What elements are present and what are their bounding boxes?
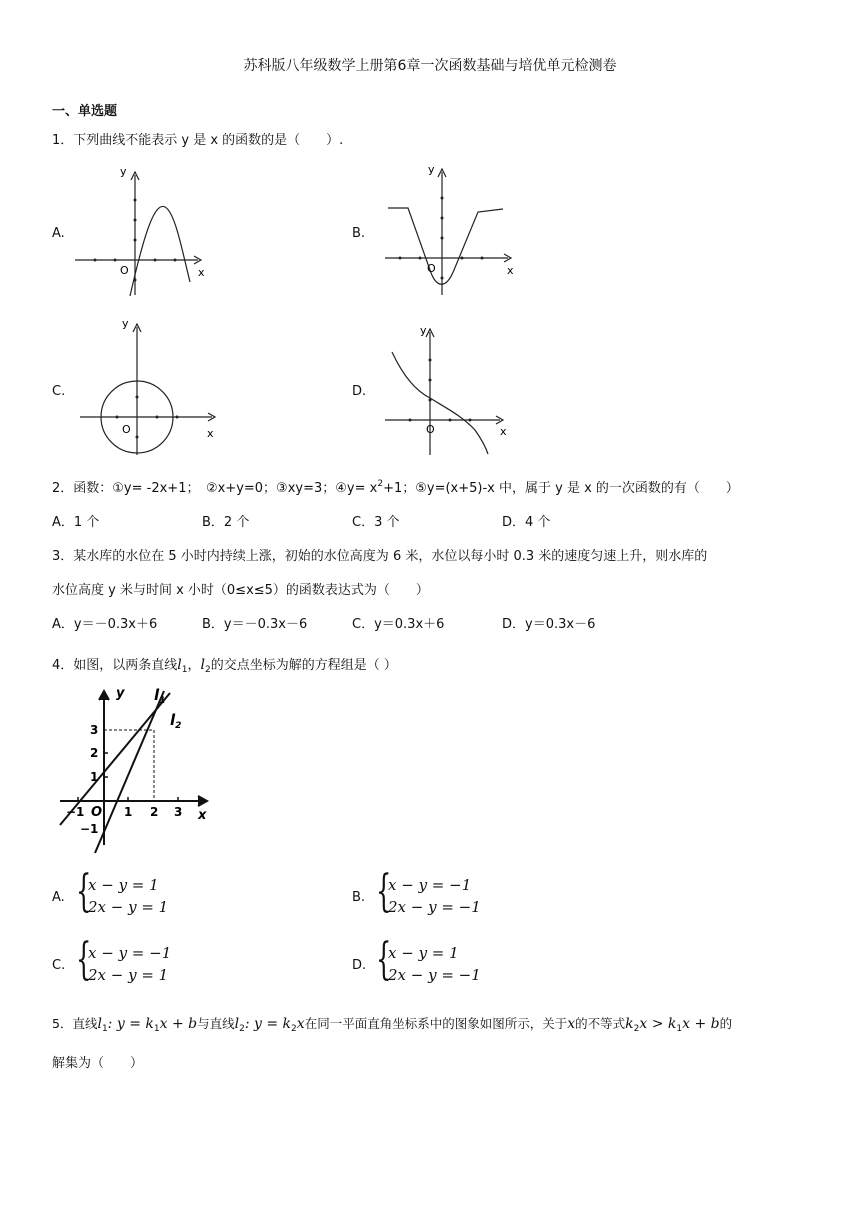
q5-eq2-a: : y = k (244, 1016, 292, 1032)
q4-graph (58, 685, 218, 855)
q2-stem-part-b: +1；⑤y=(x+5)-x 中，属于 y 是 x 的一次函数的有（ ） (383, 481, 739, 496)
q2-option-d: D．4 个 (502, 515, 551, 530)
q4-tick-x-minus1: −1 (66, 805, 85, 819)
q2-option-a: A．1 个 (52, 515, 100, 530)
q1-graph-c (75, 315, 225, 460)
q3-option-a: A．y＝－0.3x＋6 (52, 617, 158, 632)
q4-l2-subscript: 2 (205, 665, 211, 675)
q4-graph-l2-letter: l (170, 711, 176, 729)
q4-tick-y-3: 3 (90, 723, 99, 737)
q4-option-c-label: C. (52, 958, 66, 973)
q4-l2-symbol: l (200, 657, 205, 673)
q5-l2-symbol: l (234, 1016, 240, 1032)
q1b-x-label: x (507, 264, 514, 277)
q2-stem-superscript: 2 (377, 479, 384, 489)
section-heading: 一、单选题 (52, 104, 118, 119)
q1c-y-label: y (122, 317, 129, 330)
q4-graph-l1-label (154, 686, 165, 706)
q1-stem: 1．下列曲线不能表示 y 是 x 的函数的是（ ）. (52, 133, 344, 148)
q1-option-b-label: B. (352, 226, 366, 241)
q2-option-c: C．3 个 (352, 515, 400, 530)
q5-stem-line2: 解集为（ ） (52, 1056, 144, 1071)
q4-stem-part-b: 的交点坐标为解的方程组是（ ） (210, 658, 397, 673)
q1c-x-label: x (207, 427, 214, 440)
q5-l1-sub: 1 (101, 1024, 108, 1034)
q5-l1-symbol: l (97, 1016, 102, 1032)
q5-text-2: 与直线 (197, 1016, 235, 1031)
q1-graph-d (380, 320, 530, 460)
q4-option-c-eq2: 2x − y = 1 (88, 966, 169, 984)
q4-graph-l1-letter: l (154, 686, 160, 704)
q1-option-a-label: A. (52, 226, 65, 241)
q5-ineq-a: k (625, 1016, 634, 1032)
q4-graph-origin: O (91, 805, 103, 820)
q3-stem-line2: 水位高度 y 米与时间 x 小时（0≤x≤5）的函数表达式为（ ） (52, 583, 429, 598)
q1a-x-label: x (198, 266, 205, 279)
q4-tick-x-2: 2 (150, 805, 159, 819)
q4-stem (52, 654, 397, 675)
q3-stem-line1: 3．某水库的水位在 5 小时内持续上涨，初始的水位高度为 6 米，水位以每小时 0.3 米的速度匀速上升，则水库的 (52, 549, 708, 564)
q2-stem-part-a: 2．函数：①y= -2x+1； ②x+y=0；③xy=3；④y= x (52, 481, 378, 496)
q4-option-a-eq1: x − y = 1 (88, 876, 159, 894)
q5-ineq-b: x > k (639, 1016, 677, 1032)
q5-k1-sub: 1 (153, 1024, 160, 1034)
q5-eq1-a: : y = k (107, 1016, 154, 1032)
q4-graph-l2-sub: 2 (175, 721, 182, 731)
q1c-origin-label: O (122, 423, 131, 436)
q4-option-a-label: A. (52, 890, 65, 905)
q4-stem-part-a: 4．如图，以两条直线 (52, 658, 178, 673)
q2-stem (52, 477, 739, 496)
q4-graph-y-label: y (116, 686, 125, 701)
q4-l1-subscript: 1 (181, 665, 188, 675)
q2-option-b: B．2 个 (202, 515, 250, 530)
q4-option-c-brace: { (76, 934, 92, 985)
q4-option-b-label: B. (352, 890, 366, 905)
q3-option-b: B．y＝－0.3x－6 (202, 617, 308, 632)
q5-eq2-b: x (296, 1016, 305, 1032)
q4-graph-l2-label (170, 711, 181, 731)
q1-option-d-label: D. (352, 384, 367, 399)
q1d-x-label: x (500, 425, 507, 438)
page-title: 苏科版八年级数学上册第6章一次函数基础与培优单元检测卷 (243, 58, 617, 74)
q1d-origin-label: O (426, 423, 435, 436)
q5-text-5: 的 (719, 1016, 733, 1031)
q5-eq1-b: x + b (159, 1016, 198, 1032)
q4-option-d-brace: { (376, 934, 392, 985)
q1-option-c-label: C. (52, 384, 66, 399)
q4-tick-x-1: 1 (124, 805, 133, 819)
q1b-y-label: y (428, 163, 435, 176)
q4-tick-x-3: 3 (174, 805, 183, 819)
q5-ineq-k2-sub: 2 (633, 1024, 640, 1034)
q4-l1-symbol: l (177, 657, 182, 673)
q4-option-d-eq2: 2x − y = −1 (388, 966, 481, 984)
q5-text-1: 5．直线 (52, 1016, 98, 1031)
q1a-y-label: y (120, 165, 127, 178)
q4-option-d-eq1: x − y = 1 (388, 944, 459, 962)
q4-graph-x-label: x (198, 808, 207, 823)
q4-tick-y-2: 2 (90, 746, 99, 760)
q1b-origin-label: O (427, 262, 436, 275)
q4-option-a-eq2: 2x − y = 1 (88, 898, 169, 916)
q5-k2-sub: 2 (291, 1024, 297, 1034)
q4-option-b-eq1: x − y = −1 (388, 876, 472, 894)
q5-ineq-c: x + b (682, 1016, 720, 1032)
q5-ineq-k1-sub: 1 (676, 1024, 683, 1034)
q4-option-b-brace: { (376, 866, 392, 917)
q4-graph-l1-sub: 1 (159, 696, 166, 706)
q5-l2-sub: 2 (239, 1024, 245, 1034)
q4-option-c-eq1: x − y = −1 (88, 944, 172, 962)
q1a-origin-label: O (120, 264, 129, 277)
q4-comma: ， (187, 658, 201, 673)
q5-x-symbol: x (567, 1016, 576, 1032)
q5-stem-line1 (52, 1014, 732, 1034)
q5-text-3: 在同一平面直角坐标系中的图象如图所示，关于 (304, 1016, 568, 1031)
q1d-y-label: y (420, 324, 427, 337)
q3-option-d: D．y＝0.3x－6 (502, 617, 596, 632)
q1-graph-a (70, 160, 220, 300)
q4-tick-y-minus1: −1 (80, 822, 99, 836)
q5-text-4: 的不等式 (575, 1016, 626, 1031)
q4-option-b-eq2: 2x − y = −1 (388, 898, 481, 916)
q4-tick-y-1: 1 (90, 770, 99, 784)
q3-option-c: C．y＝0.3x＋6 (352, 617, 445, 632)
q1-graph-b (380, 160, 530, 300)
q4-option-d-label: D. (352, 958, 367, 973)
q4-option-a-brace: { (76, 866, 92, 917)
